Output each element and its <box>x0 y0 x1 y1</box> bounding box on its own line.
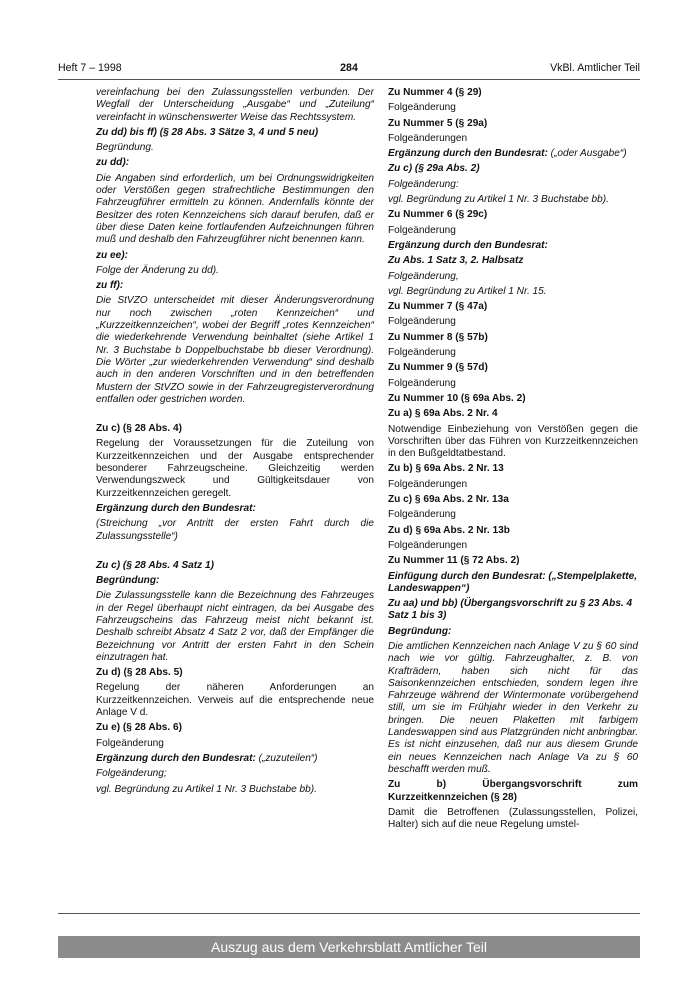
issue-label: Heft 7 – 1998 <box>58 62 122 74</box>
right-paragraph <box>388 301 638 313</box>
footer-banner: Auszug aus dem Verkehrsblatt Amtlicher Teil <box>58 936 640 958</box>
left-text: Zu dd) bis ff) (§ 28 Abs. 3 Sätze 3, 4 und 5 neu) <box>96 126 319 138</box>
right-paragraph <box>388 255 638 267</box>
right-text: vgl. Begründung zu Artikel 1 Nr. 3 Buchstabe bb). <box>388 194 609 206</box>
footer-rule <box>58 913 640 914</box>
left-text: vgl. Begründung zu Artikel 1 Nr. 3 Buchstabe bb). <box>96 783 317 795</box>
right-text: Zu Nummer 5 (§ 29a) <box>388 117 488 129</box>
right-paragraph <box>388 479 638 491</box>
left-text: Zu c) (§ 28 Abs. 4) <box>96 423 183 435</box>
right-paragraph <box>388 316 638 328</box>
right-paragraph <box>388 408 638 420</box>
left-text: Regelung der Voraussetzungen für die Zuteilung von Kurzzeitkennzeichen und der Ausgabe entsprechender besonderer Fahrzeugscheine. Gleichzeitig werden Verwendungszweck und Gültigkeitsdauer von Kurzzeitkennzeichen geregelt. <box>96 438 374 499</box>
left-text: Begründung. <box>96 142 154 154</box>
right-text: Zu c) (§ 29a Abs. 2) <box>388 163 480 175</box>
left-paragraph <box>96 590 374 664</box>
right-paragraph <box>388 87 638 99</box>
left-paragraph <box>96 682 374 719</box>
right-text: Notwendige Einbeziehung von Verstößen gegen die Vorschriften über das Führen von Kurzzeitkennzeichen in den Bußgeldtatbestand. <box>388 423 638 460</box>
left-text: vereinfachung bei den Zulassungsstellen verbunden. Der Wegfall der Unterscheidung „Ausgabe“ und „Zuteilung“ vereinfacht in wünschenswerter Weise das Rechtssystem. <box>96 87 374 123</box>
left-paragraph <box>96 560 374 572</box>
right-paragraph <box>388 540 638 552</box>
right-paragraph <box>388 393 638 405</box>
left-paragraph <box>96 575 374 587</box>
left-text: Die Zulassungsstelle kann die Bezeichnung des Fahrzeuges in der Regel überhaupt nicht eintragen, da bei Ausgabe des Fahrzeugscheins das Fahrzeug meist nicht bekannt ist. Deshalb schreibt Absatz 4 Satz 2 vor, daß der Empfänger die Bezeichnung vor Antritt der ersten Fahrt in den Schein einzutragen hat. <box>96 590 374 663</box>
right-text: Ergänzung durch den Bundesrat: <box>388 148 548 160</box>
left-text: zu ee): <box>96 249 128 261</box>
left-paragraph <box>96 503 374 515</box>
right-text: Zu b) Übergangsvorschrift zum Kurzzeitkennzeichen (§ 28) <box>388 779 638 803</box>
right-text: Folgeänderungen <box>388 478 468 490</box>
left-paragraph <box>96 738 374 750</box>
right-text: Zu Nummer 9 (§ 57d) <box>388 362 488 374</box>
header-rule <box>58 79 640 80</box>
left-paragraph <box>96 753 374 765</box>
right-paragraph <box>388 179 638 191</box>
right-paragraph <box>388 779 638 804</box>
right-text: Folgeänderung <box>388 102 456 114</box>
left-paragraph <box>96 280 374 292</box>
page-header <box>58 62 640 78</box>
right-text: Folgeänderung, <box>388 270 459 282</box>
right-text: Zu Nummer 11 (§ 72 Abs. 2) <box>388 555 520 567</box>
right-text: Zu c) § 69a Abs. 2 Nr. 13a <box>388 494 509 506</box>
right-paragraph <box>388 626 638 638</box>
right-text: Ergänzung durch den Bundesrat: <box>388 239 548 251</box>
left-text: Zu c) (§ 28 Abs. 4 Satz 1) <box>96 559 214 571</box>
page-number: 284 <box>340 62 358 74</box>
right-text: vgl. Begründung zu Artikel 1 Nr. 15. <box>388 285 547 297</box>
right-paragraph <box>388 362 638 374</box>
spacer <box>96 546 374 560</box>
left-paragraph <box>96 265 374 277</box>
left-text: Die Angaben sind erforderlich, um bei Ordnungswidrigkeiten oder Verstößen gegen strafrechtliche Bestimmungen den Fahrzeugführer ermitteln zu können. Andernfalls könnte der Besitzer des roten Kennzeichens sich darauf berufen, daß er über diese Daten keine fortlaufenden Aufzeichnungen führen muß und deshalb den Fahrzeugführer nicht benennen kann. <box>96 172 374 246</box>
right-text: Folgeänderungen <box>388 539 468 551</box>
right-paragraph <box>388 240 638 252</box>
left-column <box>96 87 374 799</box>
right-text: Zu Nummer 6 (§ 29c) <box>388 209 488 221</box>
right-text: Einfügung durch den Bundesrat: („Stempelplakette, Landeswappen“) <box>388 570 637 594</box>
right-paragraph <box>388 509 638 521</box>
right-paragraph <box>388 163 638 175</box>
right-paragraph <box>388 347 638 359</box>
right-text: Zu Nummer 4 (§ 29) <box>388 87 482 98</box>
right-paragraph <box>388 102 638 114</box>
left-paragraph <box>96 784 374 796</box>
right-text: Folgeänderung <box>388 347 456 359</box>
left-text: zu ff): <box>96 280 124 292</box>
right-paragraph <box>388 555 638 567</box>
right-paragraph <box>388 807 638 832</box>
left-paragraph <box>96 667 374 679</box>
left-text: Begründung: <box>96 575 160 587</box>
right-text: Folgeänderung <box>388 316 456 328</box>
left-text: Folge der Änderung zu dd). <box>96 264 219 276</box>
right-text: Begründung: <box>388 625 452 637</box>
left-text: Folgeänderung; <box>96 768 167 780</box>
right-text: Folgeänderung <box>388 224 456 236</box>
left-paragraph <box>96 127 374 139</box>
right-paragraph <box>388 571 638 596</box>
left-text: Folgeänderung <box>96 737 164 749</box>
left-text: Ergänzung durch den Bundesrat: <box>96 752 256 764</box>
right-paragraph <box>388 209 638 221</box>
left-paragraph <box>96 438 374 499</box>
left-paragraph <box>96 142 374 154</box>
right-paragraph <box>388 118 638 130</box>
left-text: Regelung der näheren Anforderungen an Kurzzeitkennzeichen. Verweis auf die entsprechende neue Anlage V d. <box>96 682 374 719</box>
right-paragraph <box>388 148 638 160</box>
right-text: Zu Nummer 7 (§ 47a) <box>388 301 488 313</box>
right-text: Folgeänderung: <box>388 178 459 190</box>
left-paragraph <box>96 250 374 262</box>
right-text: Zu Nummer 8 (§ 57b) <box>388 331 488 343</box>
left-text: zu dd): <box>96 157 130 169</box>
spacer <box>96 409 374 423</box>
left-paragraph <box>96 87 374 124</box>
left-text: Ergänzung durch den Bundesrat: <box>96 502 256 514</box>
left-paragraph <box>96 722 374 734</box>
right-text: Damit die Betroffenen (Zulassungsstellen, Polizei, Halter) sich auf die neue Regelung umstel- <box>388 806 638 831</box>
right-column <box>388 87 638 834</box>
left-text-suffix: („zuzuteilen“) <box>255 752 318 764</box>
right-paragraph <box>388 598 638 623</box>
right-paragraph <box>388 271 638 283</box>
left-paragraph <box>96 768 374 780</box>
right-paragraph <box>388 286 638 298</box>
right-text: Folgeänderung <box>388 509 456 521</box>
journal-label: VkBl. Amtlicher Teil <box>550 62 640 74</box>
right-text-suffix: („oder Ausgabe“) <box>547 148 627 160</box>
right-paragraph <box>388 225 638 237</box>
right-paragraph <box>388 332 638 344</box>
right-paragraph <box>388 194 638 206</box>
left-text: Die StVZO unterscheidet mit dieser Änderungsverordnung nur noch zwischen „roten Kennzeichen“ und „Kurzzeitkennzeichen“, wobei der Begriff „rotes Kennzeichen“ die wiederkehrende Verwendung beinhaltet (siehe Artikel 1 Nr. 3 Buchstabe b Doppelbuchstabe bb dieser Verordnung). Die Wörter „zur wiederkehrenden Verwendung“ sind deshalb auch in den anderen Vorschriften und in den betreffenden Mustern der StVZO sowie in der Fahrzeugregisterverordnung entfallen oder gestrichen worden. <box>96 295 374 405</box>
right-text: Zu d) § 69a Abs. 2 Nr. 13b <box>388 524 510 536</box>
right-paragraph <box>388 424 638 461</box>
right-text: Zu a) § 69a Abs. 2 Nr. 4 <box>388 408 498 420</box>
left-text: (Streichung „vor Antritt der ersten Fahrt durch die Zulassungsstelle“) <box>96 518 374 542</box>
right-text: Die amtlichen Kennzeichen nach Anlage V zu § 60 sind nach wie vor gültig. Fahrzeughalter, z. B. von Krafträdern, haben sich nicht für das Saisonkennzeichen entschieden, sondern legen ihre Fahrzeuge während der Wintermonate vorübergehend still, um sie im Frühjahr wieder in den Verkehr zu bringen. Die neuen Plaketten mit farbigem Landeswappen sind aus Platzgründen nicht anbringbar. Es ist nicht einzusehen, daß nur aus diesem Grunde ein neues Kennzeichen nach Anlage Va zu § 60 beschafft werden muß. <box>388 640 638 775</box>
left-paragraph <box>96 518 374 543</box>
right-paragraph <box>388 494 638 506</box>
right-text: Folgeänderungen <box>388 132 468 144</box>
right-text: Zu aa) und bb) (Übergangsvorschrift zu § 23 Abs. 4 Satz 1 bis 3) <box>388 598 633 622</box>
left-text: Zu d) (§ 28 Abs. 5) <box>96 667 183 679</box>
right-paragraph <box>388 378 638 390</box>
right-paragraph <box>388 525 638 537</box>
left-paragraph <box>96 173 374 247</box>
right-text: Zu b) § 69a Abs. 2 Nr. 13 <box>388 463 504 475</box>
right-text: Folgeänderung <box>388 377 456 389</box>
left-text: Zu e) (§ 28 Abs. 6) <box>96 722 183 734</box>
left-paragraph <box>96 423 374 435</box>
left-paragraph <box>96 157 374 169</box>
right-paragraph <box>388 463 638 475</box>
right-text: Zu Abs. 1 Satz 3, 2. Halbsatz <box>388 255 524 267</box>
left-paragraph <box>96 295 374 406</box>
right-paragraph <box>388 133 638 145</box>
right-paragraph <box>388 641 638 776</box>
right-text: Zu Nummer 10 (§ 69a Abs. 2) <box>388 392 526 404</box>
